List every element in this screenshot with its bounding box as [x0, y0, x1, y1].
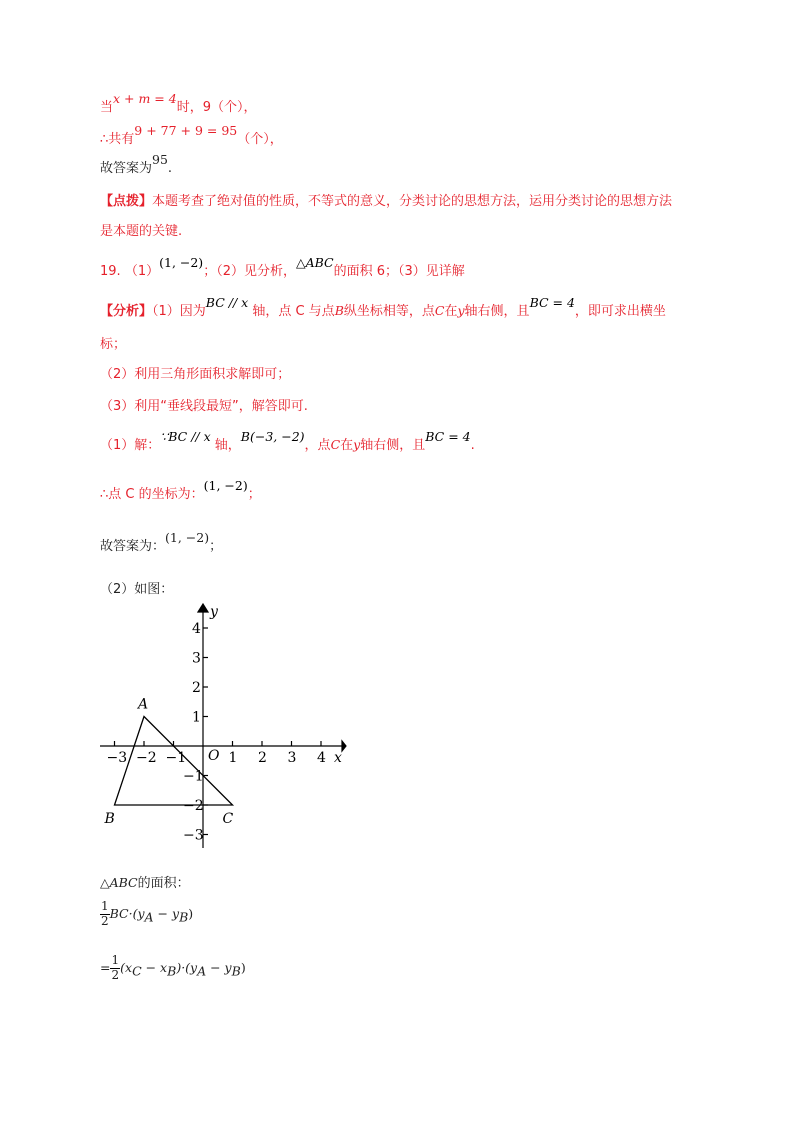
area-heading: △ABC的面积：	[100, 875, 190, 891]
x-tick-label: −3	[106, 750, 128, 766]
coordinate-graph	[96, 600, 356, 850]
point-label-c: C	[222, 811, 234, 827]
x-axis-arrow	[342, 741, 346, 751]
line-answer: 故答案为95.	[100, 152, 173, 176]
line-count-case: 当x + m = 4时，9（个），	[100, 91, 257, 115]
point-label-a: A	[138, 696, 149, 713]
y-axis-label: y	[210, 604, 218, 620]
analysis-part-2: （2）利用三角形面积求解即可；	[100, 367, 291, 382]
y-tick-label: −1	[183, 768, 204, 785]
y-tick-label: 2	[192, 680, 201, 696]
y-axis-arrow	[198, 604, 208, 612]
origin-label: O	[208, 748, 220, 764]
y-tick-label: 4	[192, 621, 201, 637]
x-tick-label: 3	[287, 750, 297, 766]
solution-line-3: 故答案为：(1, −2)；	[100, 530, 223, 554]
point-label-b: B	[104, 811, 115, 827]
question-19-answer: 19. （1）(1, −2)；（2）见分析，△ABC的面积 6；（3）见详解	[100, 255, 465, 279]
x-tick-label: −2	[136, 750, 157, 766]
y-tick-label: −3	[183, 827, 204, 844]
y-tick-label: −2	[183, 798, 204, 814]
x-tick-label: 2	[258, 750, 267, 766]
solution-line-2: ∴点 C 的坐标为：(1, −2)；	[100, 478, 261, 502]
fraction-half: $\frac{1}{2}$	[101, 899, 109, 928]
fraction-half-2: $\frac{1}{2}$	[111, 953, 120, 982]
x-axis-label: x	[334, 750, 342, 766]
solution-line-4: （2）如图：	[100, 582, 174, 597]
x-tick-label: 4	[317, 750, 326, 766]
line-tip: 【点拨】本题考查了绝对值的性质，不等式的意义，分类讨论的思想方法，运用分类讨论的思想方法	[100, 194, 673, 209]
analysis-line-2: 标；	[100, 337, 127, 352]
analysis-line-1: 【分析】（1）因为BC // x 轴，点 C 与点B纵坐标相等，点C在y轴右侧，且BC = 4，即可求出横坐	[100, 295, 666, 319]
formula-line-2: = $\frac{1}{2}$ $(x_C - x_B)\cdot(y_A - y_B)$	[100, 953, 246, 982]
analysis-part-3: （3）利用“垂线段最短”，解答即可.	[100, 399, 308, 414]
solution-line-1: （1）解：∵BC // x 轴，B(−3, −2)，点C在y轴右侧，且BC = 4.	[100, 429, 475, 453]
x-tick-label: −1	[165, 750, 187, 766]
y-tick-label: 3	[192, 650, 201, 667]
line-total: ∴共有9 + 77 + 9 = 95（个），	[100, 123, 283, 147]
x-tick-label: 1	[228, 750, 238, 766]
formula-line-1: $\frac{1}{2}$ $BC\cdot(y_A - y_B)$	[101, 899, 194, 928]
line-tip-cont: 是本题的关键.	[100, 224, 183, 239]
y-tick-label: 1	[192, 709, 201, 726]
